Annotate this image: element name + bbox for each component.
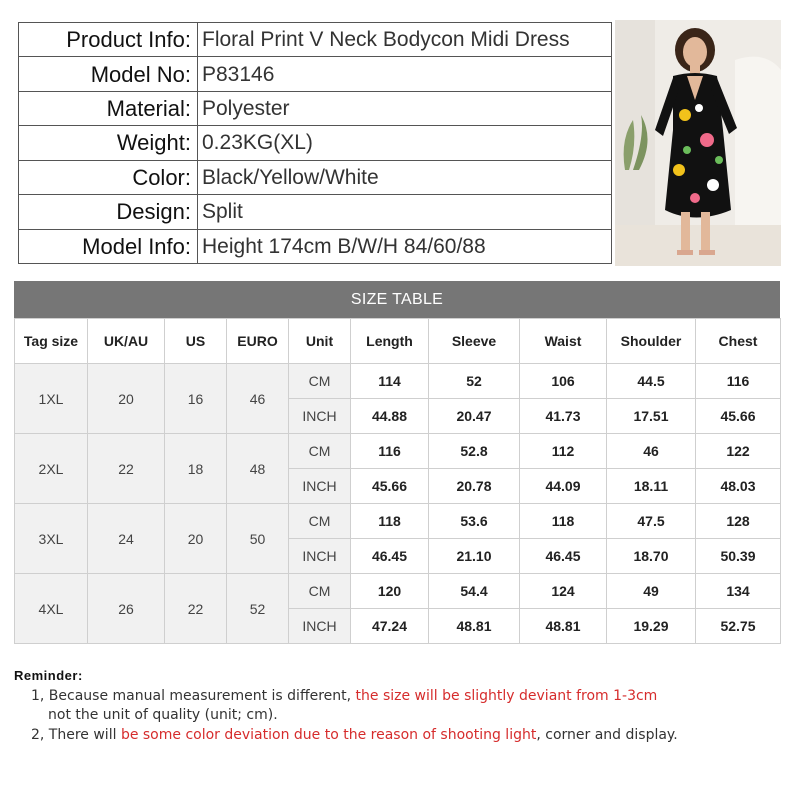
tag-size-cell: 1XL: [15, 364, 88, 434]
shoulder-cell: 18.11: [607, 469, 696, 504]
length-cell: 46.45: [351, 539, 429, 574]
shoulder-cell: 46: [607, 434, 696, 469]
chest-cell: 50.39: [696, 539, 781, 574]
info-value: 0.23KG(XL): [198, 126, 612, 160]
info-label: Product Info:: [19, 23, 198, 57]
shoulder-cell: 47.5: [607, 504, 696, 539]
unit-cell: INCH: [289, 609, 351, 644]
reminder-title: Reminder:: [14, 668, 83, 683]
us-size-cell: 22: [165, 574, 227, 644]
info-value: Floral Print V Neck Bodycon Midi Dress: [198, 23, 612, 57]
size-table-title: SIZE TABLE: [14, 281, 780, 318]
reminder-highlight: be some color deviation due to the reason of shooting light: [120, 727, 537, 743]
length-cell: 120: [351, 574, 429, 609]
euro-size-cell: 46: [227, 364, 289, 434]
sleeve-cell: 48.81: [429, 609, 520, 644]
reminder-highlight: the size will be slightly deviant from 1-3cm: [355, 688, 658, 704]
sleeve-cell: 53.6: [429, 504, 520, 539]
reminder-text: 2, There will: [31, 727, 121, 743]
reminder-line-1-cont: [48, 707, 278, 723]
chest-cell: 48.03: [696, 469, 781, 504]
length-cell: 118: [351, 504, 429, 539]
length-cell: 116: [351, 434, 429, 469]
reminder-text: not the unit of quality (unit; cm).: [48, 707, 278, 723]
waist-cell: 112: [520, 434, 607, 469]
info-row-material: [19, 91, 612, 125]
column-header: US: [165, 319, 227, 364]
unit-cell: INCH: [289, 539, 351, 574]
table-row: [15, 364, 781, 399]
table-row: [15, 434, 781, 469]
length-cell: 47.24: [351, 609, 429, 644]
waist-cell: 41.73: [520, 399, 607, 434]
tag-size-cell: 3XL: [15, 504, 88, 574]
sleeve-cell: 20.78: [429, 469, 520, 504]
chest-cell: 45.66: [696, 399, 781, 434]
sleeve-cell: 20.47: [429, 399, 520, 434]
info-value: Split: [198, 195, 612, 229]
info-label: Color:: [19, 160, 198, 194]
table-row: [15, 504, 781, 539]
length-cell: 45.66: [351, 469, 429, 504]
model-photo: [615, 20, 781, 266]
chest-cell: 116: [696, 364, 781, 399]
unit-cell: INCH: [289, 469, 351, 504]
us-size-cell: 18: [165, 434, 227, 504]
column-header: Length: [351, 319, 429, 364]
product-info-table: [18, 22, 612, 264]
info-value: Height 174cm B/W/H 84/60/88: [198, 229, 612, 263]
table-row: [15, 574, 781, 609]
column-header: Unit: [289, 319, 351, 364]
waist-cell: 106: [520, 364, 607, 399]
size-table-header-row: [15, 319, 781, 364]
info-row-product: [19, 23, 612, 57]
euro-size-cell: 48: [227, 434, 289, 504]
waist-cell: 44.09: [520, 469, 607, 504]
length-cell: 114: [351, 364, 429, 399]
waist-cell: 118: [520, 504, 607, 539]
uk-size-cell: 24: [88, 504, 165, 574]
chest-cell: 134: [696, 574, 781, 609]
info-row-model-info: [19, 229, 612, 263]
column-header: Sleeve: [429, 319, 520, 364]
uk-size-cell: 20: [88, 364, 165, 434]
unit-cell: CM: [289, 434, 351, 469]
uk-size-cell: 22: [88, 434, 165, 504]
us-size-cell: 20: [165, 504, 227, 574]
sleeve-cell: 54.4: [429, 574, 520, 609]
tag-size-cell: 4XL: [15, 574, 88, 644]
column-header: Tag size: [15, 319, 88, 364]
uk-size-cell: 26: [88, 574, 165, 644]
column-header: EURO: [227, 319, 289, 364]
shoulder-cell: 44.5: [607, 364, 696, 399]
shoulder-cell: 17.51: [607, 399, 696, 434]
length-cell: 44.88: [351, 399, 429, 434]
sleeve-cell: 52.8: [429, 434, 520, 469]
chest-cell: 122: [696, 434, 781, 469]
model-photo-icon: [615, 20, 781, 266]
sleeve-cell: 52: [429, 364, 520, 399]
info-row-design: [19, 195, 612, 229]
reminder-text: , corner and display.: [536, 727, 678, 743]
info-label: Design:: [19, 195, 198, 229]
info-value: Black/Yellow/White: [198, 160, 612, 194]
euro-size-cell: 50: [227, 504, 289, 574]
column-header: UK/AU: [88, 319, 165, 364]
unit-cell: INCH: [289, 399, 351, 434]
sleeve-cell: 21.10: [429, 539, 520, 574]
chest-cell: 52.75: [696, 609, 781, 644]
info-row-color: [19, 160, 612, 194]
reminder-line-2: [31, 727, 678, 743]
info-value: P83146: [198, 57, 612, 91]
us-size-cell: 16: [165, 364, 227, 434]
waist-cell: 124: [520, 574, 607, 609]
info-label: Material:: [19, 91, 198, 125]
reminder-line-1: [31, 688, 657, 704]
waist-cell: 46.45: [520, 539, 607, 574]
info-value: Polyester: [198, 91, 612, 125]
shoulder-cell: 18.70: [607, 539, 696, 574]
column-header: Chest: [696, 319, 781, 364]
info-label: Model No:: [19, 57, 198, 91]
shoulder-cell: 19.29: [607, 609, 696, 644]
unit-cell: CM: [289, 574, 351, 609]
tag-size-cell: 2XL: [15, 434, 88, 504]
info-row-model-no: [19, 57, 612, 91]
reminder-text: 1, Because manual measurement is different,: [31, 688, 356, 704]
shoulder-cell: 49: [607, 574, 696, 609]
unit-cell: CM: [289, 364, 351, 399]
column-header: Waist: [520, 319, 607, 364]
info-label: Model Info:: [19, 229, 198, 263]
chest-cell: 128: [696, 504, 781, 539]
euro-size-cell: 52: [227, 574, 289, 644]
info-row-weight: [19, 126, 612, 160]
column-header: Shoulder: [607, 319, 696, 364]
waist-cell: 48.81: [520, 609, 607, 644]
info-label: Weight:: [19, 126, 198, 160]
size-table: [14, 318, 781, 644]
unit-cell: CM: [289, 504, 351, 539]
